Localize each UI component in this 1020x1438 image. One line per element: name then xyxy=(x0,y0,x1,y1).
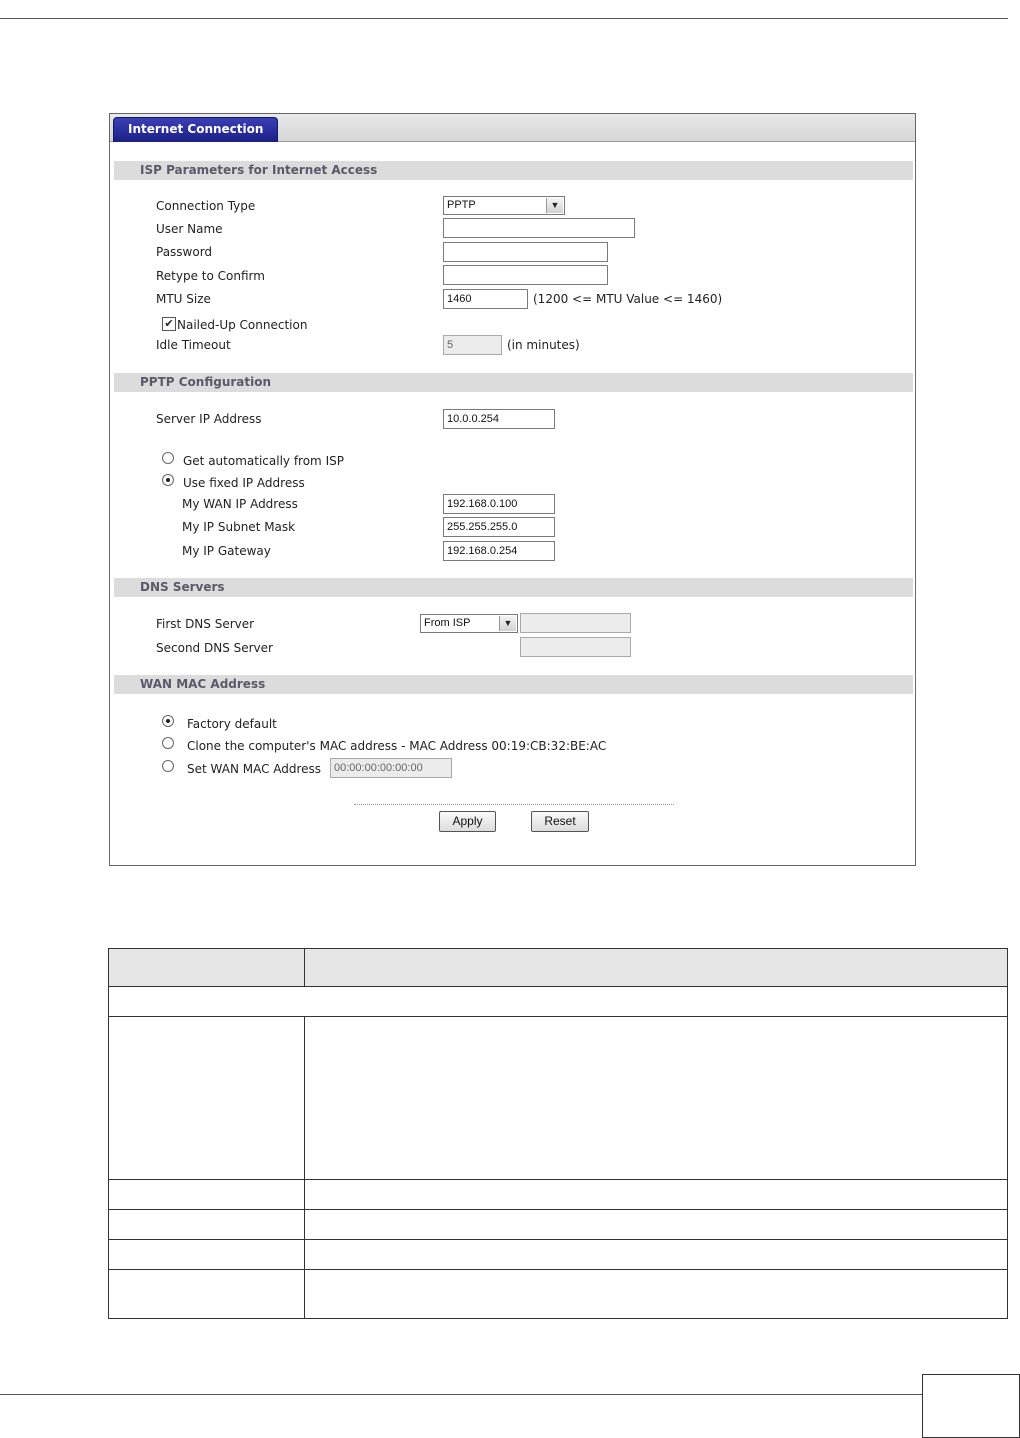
connection-type-label: Connection Type xyxy=(156,199,256,213)
internet-connection-screen xyxy=(109,113,916,866)
second-dns-input[interactable] xyxy=(520,637,631,657)
nailed-up-checkbox[interactable] xyxy=(162,317,176,331)
first-dns-mode-select[interactable] xyxy=(420,614,518,633)
mtu-size-label: MTU Size xyxy=(156,292,211,306)
get-auto-radio[interactable] xyxy=(162,452,174,464)
dns-servers-header: DNS Servers xyxy=(114,578,913,597)
first-dns-label: First DNS Server xyxy=(156,617,255,631)
table-header-row xyxy=(109,949,1007,987)
reset-button[interactable]: Reset xyxy=(531,811,589,832)
gateway-label: My IP Gateway xyxy=(182,544,271,558)
connection-type-value: PPTP xyxy=(447,199,476,211)
first-dns-mode-value: From ISP xyxy=(424,617,471,629)
user-name-label: User Name xyxy=(156,222,223,236)
clone-mac-radio[interactable] xyxy=(162,737,174,749)
checkmark-icon: ✔ xyxy=(164,317,174,330)
table-cell xyxy=(109,1180,305,1209)
subnet-mask-label: My IP Subnet Mask xyxy=(182,520,296,534)
subnet-mask-input[interactable]: 255.255.255.0 xyxy=(443,517,555,537)
pptp-configuration-header: PPTP Configuration xyxy=(114,373,913,392)
table-cell xyxy=(109,1210,305,1239)
wan-ip-label: My WAN IP Address xyxy=(182,497,298,511)
page-number-box xyxy=(922,1374,1020,1438)
table-row xyxy=(109,1210,1007,1240)
mtu-size-input[interactable]: 1460 xyxy=(443,289,528,309)
retype-password-input[interactable] xyxy=(443,265,608,285)
wan-ip-input[interactable]: 192.168.0.100 xyxy=(443,494,555,514)
factory-default-radio[interactable] xyxy=(162,715,174,727)
factory-default-label: Factory default xyxy=(187,717,277,731)
idle-timeout-input[interactable]: 5 xyxy=(443,335,502,355)
mtu-hint: (1200 <= MTU Value <= 1460) xyxy=(533,292,723,306)
server-ip-label: Server IP Address xyxy=(156,412,262,426)
password-input[interactable] xyxy=(443,242,608,262)
tab-bar xyxy=(110,114,915,142)
chevron-down-icon: ▼ xyxy=(546,198,563,213)
idle-timeout-hint: (in minutes) xyxy=(507,338,580,352)
gateway-input[interactable]: 192.168.0.254 xyxy=(443,541,555,561)
server-ip-input[interactable]: 10.0.0.254 xyxy=(443,409,555,429)
table-cell xyxy=(109,1270,305,1318)
clone-mac-label: Clone the computer's MAC address - MAC Address 00:19:CB:32:BE:AC xyxy=(187,739,607,753)
table-section-row xyxy=(109,987,1007,1017)
table-row xyxy=(109,1240,1007,1270)
table-cell xyxy=(109,1017,305,1179)
nailed-up-label: Nailed-Up Connection xyxy=(177,318,308,332)
description-table xyxy=(108,948,1008,1319)
use-fixed-ip-label: Use fixed IP Address xyxy=(183,476,305,490)
connection-type-select[interactable] xyxy=(443,196,565,215)
user-name-input[interactable] xyxy=(443,218,635,238)
idle-timeout-label: Idle Timeout xyxy=(156,338,231,352)
retype-label: Retype to Confirm xyxy=(156,269,265,283)
set-wan-mac-label: Set WAN MAC Address xyxy=(187,762,322,776)
table-cell xyxy=(109,1240,305,1269)
set-wan-mac-radio[interactable] xyxy=(162,760,174,772)
table-row xyxy=(109,1270,1007,1318)
apply-button[interactable]: Apply xyxy=(439,811,496,832)
table-row xyxy=(109,1017,1007,1180)
get-auto-label: Get automatically from ISP xyxy=(183,454,344,468)
divider xyxy=(354,804,674,805)
footer-rule xyxy=(0,1394,922,1395)
wan-mac-header: WAN MAC Address xyxy=(114,675,913,694)
first-dns-input[interactable] xyxy=(520,613,631,633)
second-dns-label: Second DNS Server xyxy=(156,641,273,655)
chevron-down-icon: ▼ xyxy=(499,616,516,631)
table-header-label-cell xyxy=(109,949,305,986)
isp-parameters-header: ISP Parameters for Internet Access xyxy=(114,161,913,180)
use-fixed-ip-radio[interactable] xyxy=(162,474,174,486)
table-row xyxy=(109,1180,1007,1210)
tab-internet-connection[interactable]: Internet Connection xyxy=(113,117,278,142)
set-wan-mac-input[interactable]: 00:00:00:00:00:00 xyxy=(330,758,452,778)
header-rule xyxy=(0,18,1008,19)
password-label: Password xyxy=(156,245,213,259)
